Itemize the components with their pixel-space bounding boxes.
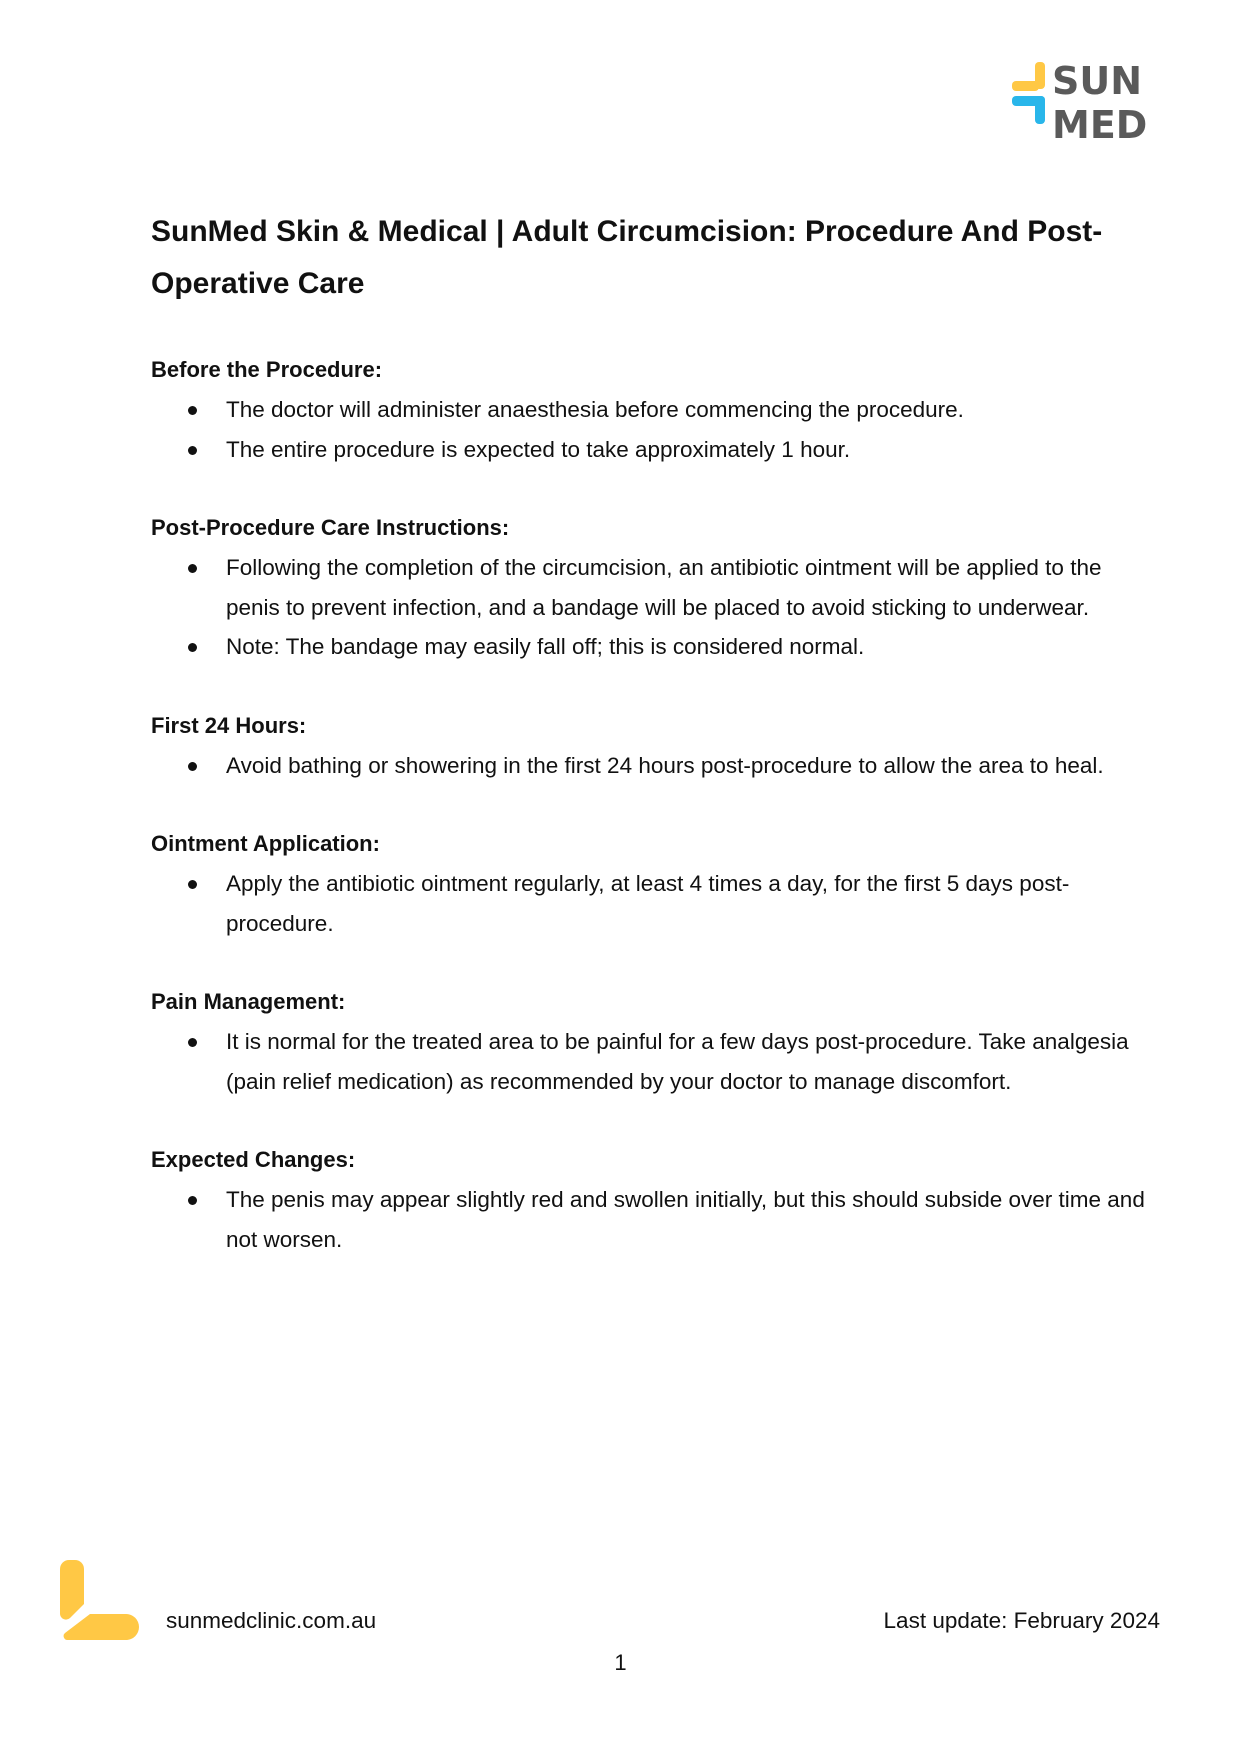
bullet-icon: [188, 762, 197, 771]
bullet-icon: [188, 643, 197, 652]
bullet-icon: [188, 1196, 197, 1205]
bullet-list: [151, 864, 1161, 943]
section-heading: Before the Procedure:: [151, 357, 383, 382]
list-item: [151, 390, 1161, 430]
logo-text-med: MED: [1052, 103, 1148, 142]
section-first-24-hours: [151, 706, 1161, 786]
list-item-text: The penis may appear slightly red and swollen initially, but this should subside over time and not worsen.: [226, 1187, 1145, 1252]
section-heading: Ointment Application:: [151, 831, 380, 856]
list-item-text: The doctor will administer anaesthesia before commencing the procedure.: [226, 397, 964, 422]
sunmed-corner-mark-icon: [60, 1560, 140, 1642]
section-heading: Expected Changes:: [151, 1147, 356, 1172]
list-item-text: Note: The bandage may easily fall off; this is considered normal.: [226, 634, 865, 659]
section-heading: Pain Management:: [151, 989, 346, 1014]
bullet-icon: [188, 880, 197, 889]
list-item-text: Following the completion of the circumcision, an antibiotic ointment will be applied to the penis to prevent infection, and a bandage will be placed to avoid sticking to underwear.: [226, 555, 1102, 620]
list-item: [151, 746, 1161, 786]
section-heading: Post-Procedure Care Instructions:: [151, 515, 510, 540]
list-item: [151, 1022, 1161, 1101]
section-heading: First 24 Hours:: [151, 712, 307, 738]
section-expected-changes: [151, 1140, 1161, 1259]
list-item: [151, 627, 1161, 667]
page-number: 1: [614, 1650, 627, 1675]
section-before-procedure: [151, 350, 1161, 469]
bullet-icon: [188, 564, 197, 573]
logo-text-sun: SUN: [1052, 62, 1143, 103]
document-body: [151, 350, 1161, 1298]
bullet-list: [151, 746, 1161, 786]
list-item: [151, 1180, 1161, 1259]
bullet-icon: [188, 446, 197, 455]
list-item-text: It is normal for the treated area to be painful for a few days post-procedure. Take analgesia (pain relief medication) as recommended by your doctor to manage discomfort.: [226, 1029, 1129, 1094]
list-item-text: Apply the antibiotic ointment regularly, at least 4 times a day, for the first 5 days post-procedure.: [226, 871, 1070, 936]
footer-website: sunmedclinic.com.au: [166, 1608, 377, 1633]
document-title: SunMed Skin & Medical | Adult Circumcision: Procedure And Post-Operative Care: [151, 215, 1103, 300]
bullet-icon: [188, 406, 197, 415]
bullet-list: [151, 390, 1161, 469]
list-item: [151, 864, 1161, 943]
list-item-text: Avoid bathing or showering in the first 24 hours post-procedure to allow the area to heal.: [226, 752, 1104, 778]
bullet-list: [151, 1022, 1161, 1101]
section-post-procedure-care: [151, 508, 1161, 667]
list-item-text: The entire procedure is expected to take approximately 1 hour.: [226, 436, 851, 462]
list-item: [151, 548, 1161, 627]
sunmed-plus-logo-icon: [1012, 62, 1162, 142]
bullet-list: [151, 548, 1161, 667]
bullet-icon: [188, 1038, 197, 1047]
sunmed-logo: [1012, 62, 1162, 142]
section-pain-management: [151, 982, 1161, 1101]
list-item: [151, 430, 1161, 470]
footer-last-update: Last update: February 2024: [883, 1608, 1160, 1633]
section-ointment-application: [151, 824, 1161, 943]
bullet-list: [151, 1180, 1161, 1259]
